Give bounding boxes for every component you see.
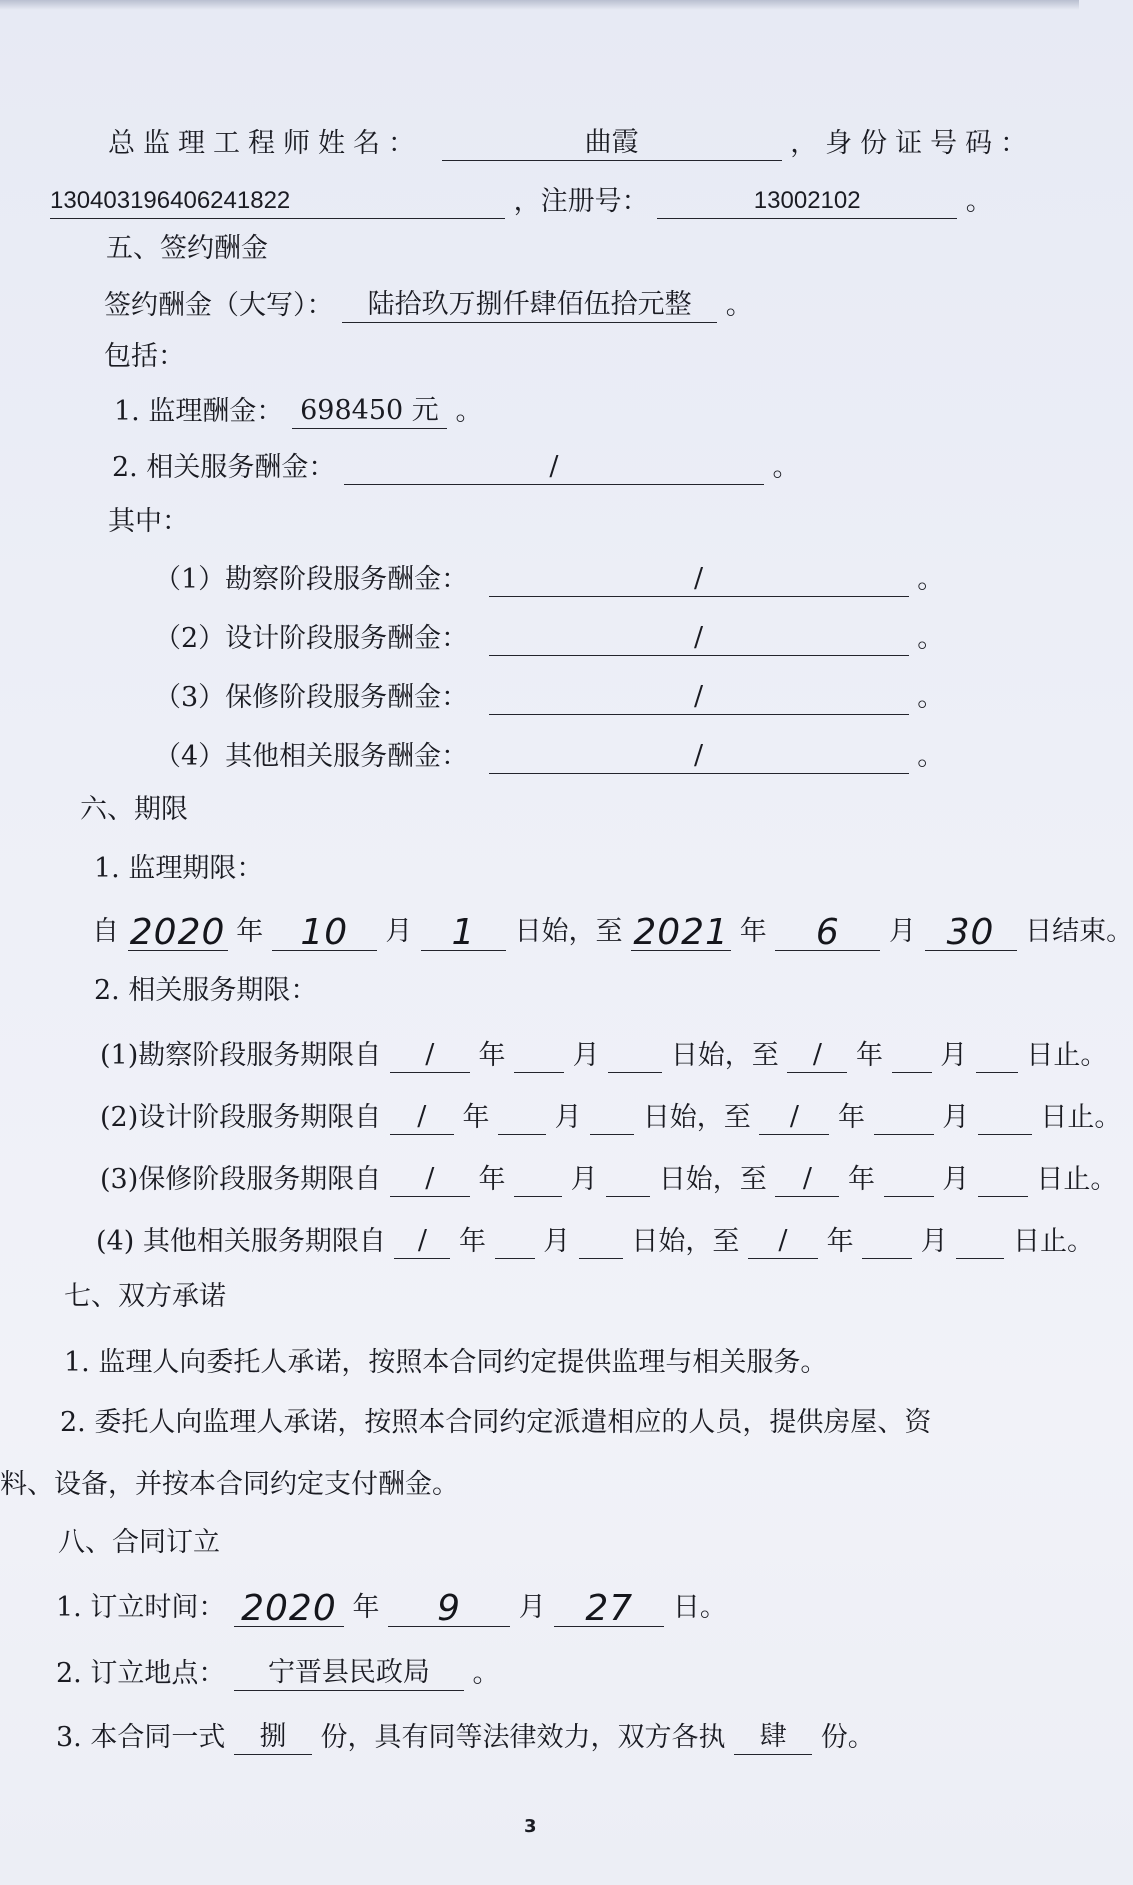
supervisor-name-row bbox=[108, 126, 1035, 161]
month-text: 月 bbox=[942, 1164, 970, 1195]
year-text: 年 bbox=[826, 1226, 854, 1257]
id-number-field: 130403196406241822 bbox=[50, 184, 505, 219]
signing-place-label: 2. 订立地点： bbox=[56, 1658, 226, 1689]
start-month-field: 10 bbox=[272, 916, 377, 951]
service-period-row bbox=[96, 1224, 1094, 1259]
sub-fee-label: （3）保修阶段服务酬金： bbox=[154, 682, 469, 713]
sub-fee-end: 。 bbox=[917, 682, 945, 713]
end-text: 日止。 bbox=[1036, 1164, 1118, 1195]
year-text: 年 bbox=[459, 1226, 487, 1257]
month-text: 月 bbox=[543, 1226, 571, 1257]
section5-heading: 五、签约酬金 bbox=[106, 233, 268, 264]
sub-fee-field: / bbox=[489, 739, 909, 774]
registration-label: ，注册号： bbox=[513, 186, 649, 217]
sign-month-field: 9 bbox=[388, 1592, 510, 1627]
sub-fee-row bbox=[154, 621, 944, 656]
from-day-field bbox=[579, 1224, 623, 1259]
to-day-field bbox=[956, 1224, 1004, 1259]
to-year-field: / bbox=[775, 1162, 839, 1197]
year-text: 年 bbox=[478, 1164, 506, 1195]
to-year-field: / bbox=[748, 1224, 818, 1259]
from-month-field bbox=[514, 1162, 562, 1197]
year-text: 年 bbox=[848, 1164, 875, 1195]
supervision-fee-row bbox=[114, 394, 483, 429]
from-year-field: / bbox=[390, 1162, 470, 1197]
to-day-field bbox=[978, 1162, 1028, 1197]
promise-paragraph-2-line-1: 2. 委托人向监理人承诺，按照本合同约定派遣相应的人员，提供房屋、资 bbox=[60, 1407, 932, 1438]
signing-time-row bbox=[56, 1588, 727, 1629]
service-period-label: (2)设计阶段服务期限自 bbox=[100, 1102, 382, 1133]
sub-fee-row bbox=[154, 680, 944, 715]
sign-day-field: 27 bbox=[554, 1592, 664, 1627]
section7-heading: 七、双方承诺 bbox=[64, 1281, 226, 1312]
section8-heading: 八、合同订立 bbox=[58, 1527, 220, 1558]
signing-place-end: 。 bbox=[472, 1658, 500, 1689]
among-label: 其中： bbox=[108, 506, 189, 537]
year-text: 年 bbox=[462, 1102, 490, 1133]
service-period-label: (1)勘察阶段服务期限自 bbox=[100, 1040, 382, 1071]
month-text: 月 bbox=[570, 1164, 598, 1195]
year-text: 年 bbox=[739, 916, 767, 947]
supervision-fee-end: 。 bbox=[455, 396, 483, 427]
sub-fee-label: （1）勘察阶段服务酬金： bbox=[154, 564, 469, 595]
period-from-text: 自 bbox=[92, 916, 119, 947]
fee-caps-row bbox=[104, 288, 753, 323]
sub-fee-end: 。 bbox=[917, 564, 945, 595]
year-text: 年 bbox=[236, 916, 264, 947]
to-day-field bbox=[978, 1100, 1032, 1135]
start-year-field: 2020 bbox=[128, 916, 228, 951]
registration-field: 13002102 bbox=[657, 184, 957, 219]
to-month-field bbox=[874, 1100, 934, 1135]
fee-caps-field: 陆拾玖万捌仟肆佰伍拾元整 bbox=[342, 288, 717, 323]
to-month-field bbox=[884, 1162, 934, 1197]
to-month-field bbox=[862, 1224, 912, 1259]
from-day-field bbox=[590, 1100, 634, 1135]
copies-total-field: 捌 bbox=[234, 1720, 312, 1755]
copies-middle-text: 份，具有同等法律效力，双方各执 bbox=[320, 1722, 726, 1753]
year-text: 年 bbox=[352, 1592, 380, 1623]
from-month-field bbox=[498, 1100, 546, 1135]
id-number-label: ，身份证号码： bbox=[790, 128, 1036, 159]
service-period-row bbox=[100, 1038, 1107, 1073]
from-year-field: / bbox=[390, 1100, 454, 1135]
fee-caps-end: 。 bbox=[725, 290, 753, 321]
end-month-field: 6 bbox=[775, 916, 880, 951]
end-text: 日止。 bbox=[1026, 1040, 1108, 1071]
year-text: 年 bbox=[478, 1040, 506, 1071]
end-text: 日结束。 bbox=[1025, 916, 1133, 947]
copies-each-field: 肆 bbox=[734, 1720, 812, 1755]
page-number: 3 bbox=[524, 1816, 537, 1837]
signing-place-field: 宁晋县民政局 bbox=[234, 1656, 464, 1691]
from-day-field bbox=[608, 1038, 662, 1073]
start-to-text: 日始，至 bbox=[631, 1226, 740, 1257]
page-top-edge bbox=[0, 0, 1079, 10]
to-year-field: / bbox=[787, 1038, 847, 1073]
start-to-text: 日始，至 bbox=[642, 1102, 751, 1133]
service-fee-end: 。 bbox=[772, 452, 800, 483]
registration-end: 。 bbox=[965, 186, 993, 217]
from-year-field: / bbox=[394, 1224, 450, 1259]
copies-row bbox=[56, 1720, 875, 1755]
supervisor-name-label: 总监理工程师姓名： bbox=[108, 128, 423, 159]
from-day-field bbox=[606, 1162, 650, 1197]
to-month-field bbox=[892, 1038, 932, 1073]
year-text: 年 bbox=[856, 1040, 883, 1071]
to-year-field: / bbox=[759, 1100, 829, 1135]
service-period-row bbox=[100, 1100, 1121, 1135]
sub-fee-row bbox=[154, 739, 944, 774]
sub-fee-end: 。 bbox=[917, 623, 945, 654]
fee-caps-label: 签约酬金（大写）： bbox=[104, 290, 334, 321]
service-period-label: 2. 相关服务期限： bbox=[94, 975, 318, 1006]
service-period-row bbox=[100, 1162, 1117, 1197]
month-text: 月 bbox=[572, 1040, 600, 1071]
promise-paragraph-1: 1. 监理人向委托人承诺，按照本合同约定提供监理与相关服务。 bbox=[64, 1347, 828, 1378]
copies-end-text: 份。 bbox=[820, 1722, 875, 1753]
to-day-field bbox=[976, 1038, 1018, 1073]
month-text: 月 bbox=[385, 916, 413, 947]
service-fee-field: / bbox=[344, 450, 764, 485]
start-to-text: 日始，至 bbox=[658, 1164, 767, 1195]
supervision-fee-field: 698450 元 bbox=[292, 394, 447, 429]
sign-year-field: 2020 bbox=[234, 1592, 344, 1627]
sub-fee-end: 。 bbox=[917, 741, 945, 772]
sub-fee-field: / bbox=[489, 562, 909, 597]
from-year-field: / bbox=[390, 1038, 470, 1073]
end-day-field: 30 bbox=[925, 916, 1017, 951]
signing-place-row bbox=[56, 1656, 500, 1691]
section6-heading: 六、期限 bbox=[80, 794, 188, 825]
year-text: 年 bbox=[838, 1102, 865, 1133]
supervisor-id-row bbox=[50, 184, 993, 219]
sub-fee-row bbox=[154, 562, 944, 597]
supervision-period-label: 1. 监理期限： bbox=[94, 853, 264, 884]
from-month-field bbox=[514, 1038, 564, 1073]
end-text: 日止。 bbox=[1040, 1102, 1122, 1133]
month-text: 月 bbox=[888, 916, 916, 947]
include-label: 包括： bbox=[104, 341, 185, 372]
supervision-period-row bbox=[92, 912, 1133, 953]
end-year-field: 2021 bbox=[631, 916, 731, 951]
start-to-text: 日始，至 bbox=[514, 916, 623, 947]
sub-fee-label: （2）设计阶段服务酬金： bbox=[154, 623, 469, 654]
month-text: 月 bbox=[518, 1592, 546, 1623]
month-text: 月 bbox=[554, 1102, 582, 1133]
supervisor-name-field: 曲霞 bbox=[442, 126, 782, 161]
month-text: 月 bbox=[940, 1040, 968, 1071]
service-fee-label: 2. 相关服务酬金： bbox=[112, 452, 336, 483]
month-text: 月 bbox=[920, 1226, 948, 1257]
end-text: 日止。 bbox=[1012, 1226, 1094, 1257]
supervision-fee-label: 1. 监理酬金： bbox=[114, 396, 284, 427]
sub-fee-field: / bbox=[489, 621, 909, 656]
promise-paragraph-2-line-2: 料、设备，并按本合同约定支付酬金。 bbox=[0, 1469, 459, 1500]
start-day-field: 1 bbox=[421, 916, 506, 951]
day-text: 日。 bbox=[672, 1592, 727, 1623]
start-to-text: 日始，至 bbox=[670, 1040, 779, 1071]
sub-fee-field: / bbox=[489, 680, 909, 715]
from-month-field bbox=[495, 1224, 535, 1259]
service-period-label: (3)保修阶段服务期限自 bbox=[100, 1164, 382, 1195]
service-period-label: (4) 其他相关服务期限自 bbox=[96, 1226, 386, 1257]
copies-label: 3. 本合同一式 bbox=[56, 1722, 226, 1753]
sub-fee-label: （4）其他相关服务酬金： bbox=[154, 741, 469, 772]
signing-time-label: 1. 订立时间： bbox=[56, 1592, 226, 1623]
service-fee-row bbox=[112, 450, 800, 485]
month-text: 月 bbox=[942, 1102, 970, 1133]
